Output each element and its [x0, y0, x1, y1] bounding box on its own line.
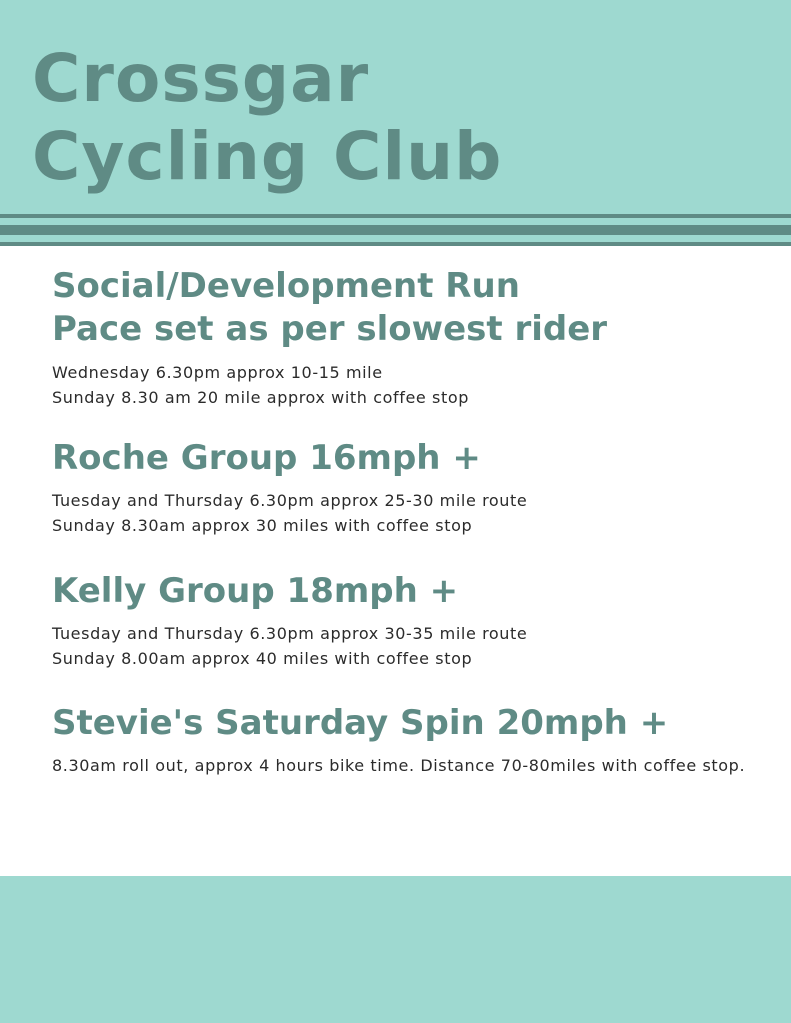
- schedule-line: Wednesday 6.30pm approx 10-15 mile: [52, 363, 383, 382]
- section-schedule: [52, 621, 762, 671]
- section-heading: Kelly Group 18mph +: [52, 571, 459, 611]
- header-banner: [0, 0, 791, 214]
- divider-stripe: [0, 218, 791, 225]
- footer-banner: [0, 876, 791, 1023]
- section-heading: Roche Group 16mph +: [52, 438, 481, 478]
- section-schedule: [52, 488, 762, 538]
- divider-stripe: [0, 235, 791, 242]
- schedule-line: Tuesday and Thursday 6.30pm approx 30-35 mile route: [52, 624, 528, 643]
- divider-stripe: [0, 225, 791, 235]
- section-roche-group: [52, 437, 762, 538]
- section-social-development: [52, 265, 762, 410]
- club-title-line-1: Crossgar: [32, 40, 370, 117]
- section-heading-line-2: Pace set as per slowest rider: [52, 309, 608, 349]
- section-saturday-spin: [52, 702, 762, 778]
- schedule-line: Sunday 8.30am approx 30 miles with coffee stop: [52, 516, 473, 535]
- club-title-line-2: Cycling Club: [32, 118, 503, 195]
- club-title: [32, 40, 502, 196]
- section-schedule: 8.30am roll out, approx 4 hours bike time. Distance 70-80miles with coffee stop.: [52, 756, 746, 775]
- section-heading-line-1: Social/Development Run: [52, 266, 520, 306]
- divider-stripe: [0, 242, 791, 246]
- section-schedule: [52, 360, 762, 410]
- schedule-line: Sunday 8.30 am 20 mile approx with coffee stop: [52, 388, 469, 407]
- section-kelly-group: [52, 570, 762, 671]
- section-heading: [52, 265, 762, 351]
- section-heading: Stevie's Saturday Spin 20mph +: [52, 703, 669, 743]
- schedule-line: Sunday 8.00am approx 40 miles with coffee stop: [52, 649, 473, 668]
- schedule-line: Tuesday and Thursday 6.30pm approx 25-30 mile route: [52, 491, 528, 510]
